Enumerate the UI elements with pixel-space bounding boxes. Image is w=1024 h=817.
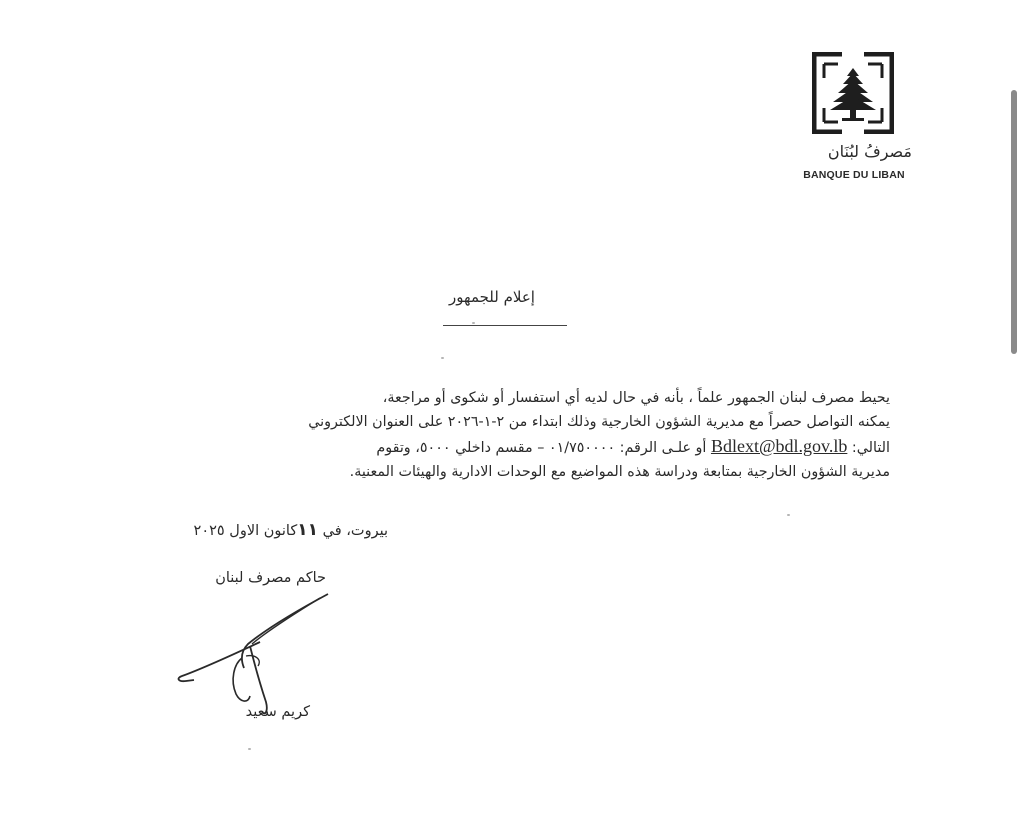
bank-name-latin: BANQUE DU LIBAN [803,169,905,181]
vertical-scrollbar[interactable] [1011,90,1017,354]
title-underline [443,325,567,326]
scan-speck [472,322,475,324]
date-prefix: بيروت، في [322,523,388,539]
announcement-body [186,386,890,484]
body-line-4: مديرية الشؤون الخارجية بمتابعة ودراسة هذه المواضيع مع الوحدات الادارية والهيئات المعنية. [349,464,890,480]
body-line-3-prefix: التالي: [851,440,890,456]
date-day: ١١ [297,520,319,540]
body-line-3-suffix: أو علـى الرقم: ٠١/٧٥٠٠٠٠ – مقسم داخلي ٥٠٠٠، وتقوم [376,440,707,456]
governor-name: كريم سعيد [245,704,310,720]
scan-speck [441,357,444,359]
body-line-1: يحيط مصرف لبنان الجمهور علماً ، بأنه في حال لديه أي استفسار أو شكوى أو مراجعة، [382,390,890,406]
bank-name-arabic: مَصرفُ لبُنَان [827,142,912,161]
date-rest: كانون الاول ٢٠٢٥ [193,523,298,539]
body-line-3 [186,434,890,460]
scan-speck [248,748,251,750]
date-line [126,520,388,540]
cedar-tree-logo-icon [812,52,894,134]
email-link[interactable]: Bdlext@bdl.gov.lb [710,436,848,456]
document-title: إعلام للجمهور [449,288,535,306]
governor-title: حاكم مصرف لبنان [215,570,326,586]
scan-speck [787,514,790,516]
body-line-2: يمكنه التواصل حصراً مع مديرية الشؤون الخارجية وذلك ابتداء من ٢-١-٢٠٢٦ على العنوان الالكتروني [308,414,890,430]
